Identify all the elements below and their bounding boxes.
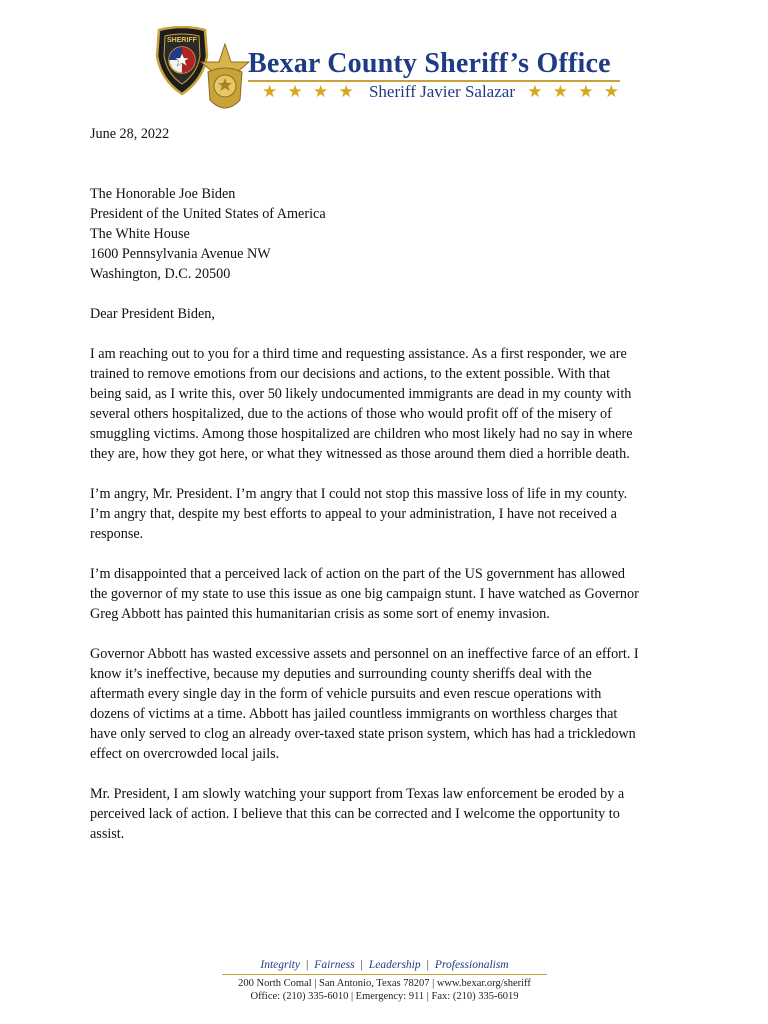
stars-left-icon: ★ ★ ★ ★ — [262, 82, 357, 101]
paragraph-line: have only served to clog an already over-taxed state prison system, which has had a trickledown — [90, 726, 636, 742]
recipient-line: President of the United States of America — [90, 206, 326, 222]
paragraph-line: I’m angry, Mr. President. I’m angry that I could not stop this massive loss of life in my county. — [90, 486, 628, 502]
motto — [222, 958, 547, 972]
footer-contact: Office: (210) 335-6010 | Emergency: 911 | Fax: (210) 335-6019 — [250, 991, 519, 1002]
recipient-line: The Honorable Joe Biden — [90, 186, 236, 202]
paragraph-line: I am reaching out to you for a third time and requesting assistance. As a first responder, we are — [90, 346, 627, 362]
stars-right-icon: ★ ★ ★ ★ — [527, 82, 622, 101]
paragraph-line: the governor of my state to use this issue as one big campaign stunt. I have watched as Governor — [90, 586, 639, 602]
recipient-line: The White House — [90, 226, 190, 242]
paragraph-line: I’m disappointed that a perceived lack of action on the part of the US government has allowed — [90, 566, 626, 582]
gold-star-badge-icon — [200, 42, 250, 118]
salutation: Dear President Biden, — [90, 306, 215, 322]
motto-item: Professionalism — [434, 959, 509, 971]
recipient-line: Washington, D.C. 20500 — [90, 266, 231, 282]
letter-body — [90, 124, 690, 844]
letter-date: June 28, 2022 — [90, 126, 170, 142]
paragraph — [90, 484, 690, 544]
paragraph-line: dozens of victims at a time. Abbott has jailed countless immigrants on worthless charges that — [90, 706, 618, 722]
paragraph — [90, 644, 690, 764]
paragraph-line: they are, how they got here, or what they witnessed as those around them died a horrible death. — [90, 446, 630, 462]
paragraph-line: effect on overcrowded local jails. — [90, 746, 280, 762]
paragraph-line: aftermath every single day in the form of vehicle pursuits and even rescue operations with — [90, 686, 602, 702]
paragraph-line: being said, as I write this, over 50 likely undocumented immigrants are dead in my county with — [90, 386, 632, 402]
footer-rule — [222, 974, 547, 975]
paragraph-line: Mr. President, I am slowly watching your support from Texas law enforcement be eroded by a — [90, 786, 625, 802]
paragraph-line: trained to remove emotions from our decisions and actions, to the extent possible. With that — [90, 366, 611, 382]
paragraph-line: know it’s ineffective, because my deputies and surrounding county sheriffs deal with the — [90, 666, 592, 682]
letterhead — [150, 24, 630, 124]
motto-item: Fairness — [314, 959, 355, 971]
paragraph — [90, 564, 690, 624]
badge-text: SHERIFF — [167, 37, 197, 44]
footer — [222, 958, 547, 1003]
org-name: Bexar County Sheriff’s Office — [248, 48, 611, 79]
paragraph — [90, 344, 690, 464]
paragraph-line: response. — [90, 526, 144, 542]
paragraph-line: assist. — [90, 826, 125, 842]
paragraph-line: several others hospitalized, due to the actions of those who would profit off of the misery of — [90, 406, 612, 422]
paragraph-line: I’m angry that, despite my best efforts to appeal to your administration, I have not received a — [90, 506, 617, 522]
motto-separator: | — [305, 959, 309, 971]
sheriff-name: Sheriff Javier Salazar — [368, 82, 515, 101]
recipient-address — [90, 184, 690, 284]
paragraph-line: Governor Abbott has wasted excessive assets and personnel on an ineffective farce of an effort. I — [90, 646, 639, 662]
footer-address: 200 North Comal | San Antonio, Texas 78207 | www.bexar.org/sheriff — [238, 978, 531, 989]
motto-separator: | — [426, 959, 429, 971]
motto-item: Integrity — [260, 959, 300, 971]
paragraph-line: perceived lack of action. I believe that this can be corrected and I welcome the opportunity to — [90, 806, 620, 822]
motto-separator: | — [360, 959, 363, 971]
paragraph-line: Greg Abbott has painted this humanitarian crisis as some sort of enemy invasion. — [90, 606, 550, 622]
paragraph — [90, 784, 690, 844]
letterhead-subline — [262, 82, 622, 102]
motto-item: Leadership — [368, 959, 421, 971]
paragraph-line: smuggling victims. Among those hospitalized are children who most likely had no say in where — [90, 426, 633, 442]
recipient-line: 1600 Pennsylvania Avenue NW — [90, 246, 271, 262]
